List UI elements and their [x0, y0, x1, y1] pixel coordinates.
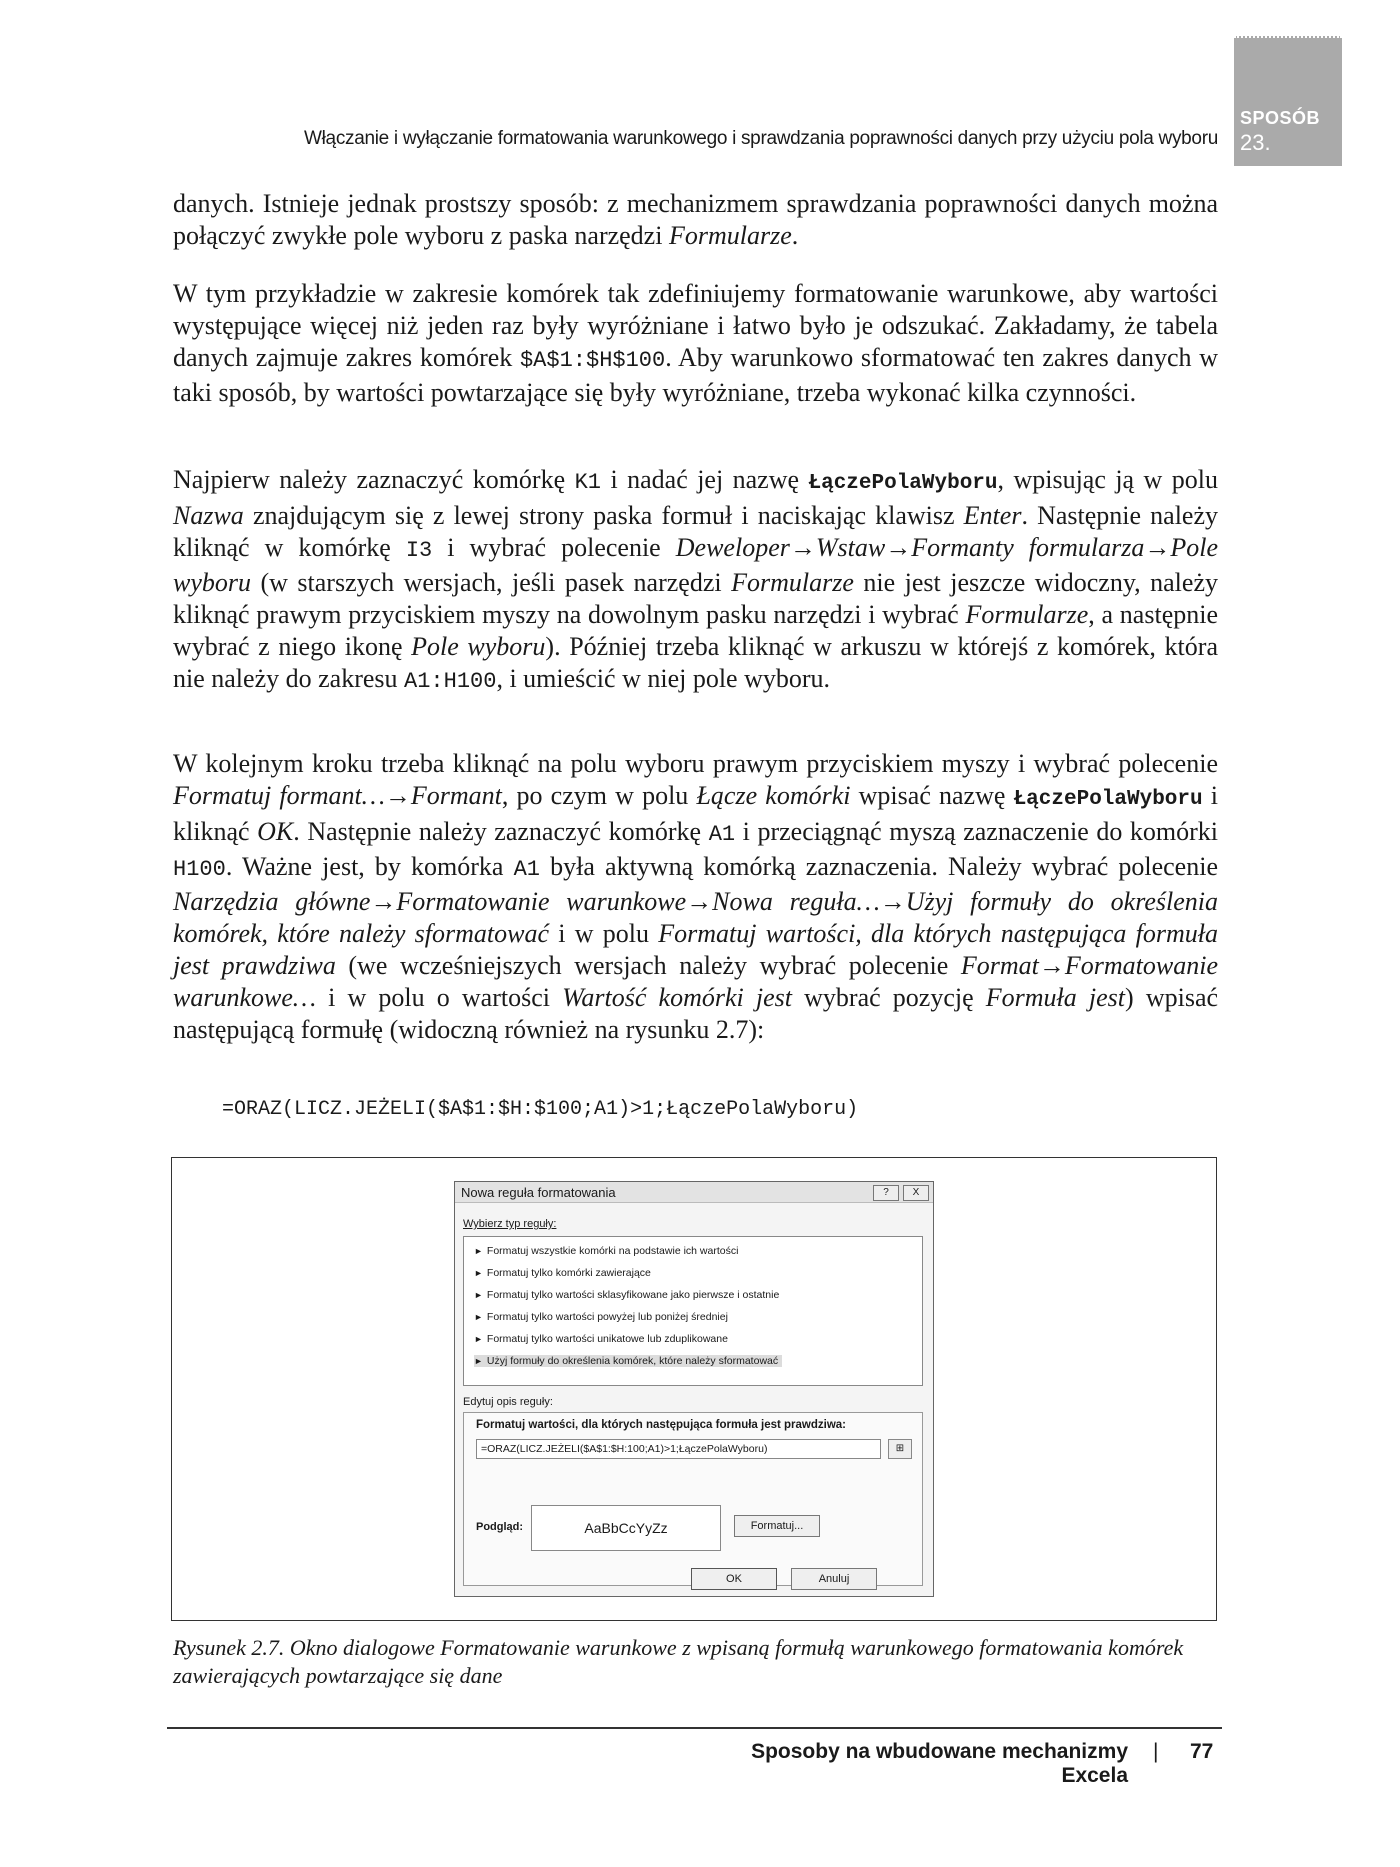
emphasis: Deweloper→Wstaw→Formanty formularza→Pole wyboru	[173, 533, 1218, 597]
footer-divider	[167, 1727, 1222, 1729]
code-name: ŁączePolaWyboru	[808, 472, 998, 495]
edit-description-box	[463, 1412, 923, 1586]
cancel-button[interactable]: Anuluj	[791, 1568, 877, 1590]
text: Najpierw należy zaznaczyć komórkę	[173, 465, 575, 494]
code: A1:H100	[404, 669, 497, 694]
rule-type-list[interactable]	[463, 1236, 923, 1386]
new-rule-dialog	[454, 1181, 934, 1597]
text: i wybrać polecenie	[432, 533, 676, 562]
text: (we wcześniejszych wersjach należy wybrać polecenie	[335, 951, 961, 980]
rule-type-label-text: Formatuj tylko wartości powyżej lub poniżej średniej	[486, 1311, 728, 1323]
rule-type-item[interactable]	[474, 1311, 728, 1323]
code-range: $A$1:$H$100	[519, 348, 666, 373]
triangle-icon: ►	[474, 1312, 483, 1322]
triangle-icon: ►	[474, 1246, 483, 1256]
text: .	[791, 221, 799, 250]
text: znajdującym się z lewej strony paska formuł i naciskając klawisz	[243, 501, 964, 530]
emphasis: Łącze komórki	[696, 781, 851, 810]
edit-description-label: Edytuj opis reguły:	[463, 1396, 553, 1408]
preview-sample: AaBbCcYyZz	[531, 1505, 721, 1551]
help-button[interactable]: ?	[873, 1185, 899, 1201]
figure-caption: Rysunek 2.7. Okno dialogowe Formatowanie warunkowe z wpisaną formułą warunkowego formatowania komórek zawierających powtarzające się dane	[173, 1635, 1184, 1688]
emphasis: Formatuj formant…→Formant	[173, 781, 502, 810]
rule-type-item[interactable]	[474, 1245, 738, 1257]
text: była aktywną komórką zaznaczenia. Należy wybrać polecenie	[540, 852, 1218, 881]
text: . Następnie należy zaznaczyć komórkę	[293, 817, 709, 846]
text: nie jest jeszcze widoczny, należy kliknąć prawym przyciskiem myszy na dowolnym pasku narzędzi i wybrać	[173, 568, 1218, 629]
text: . Następnie należy kliknąć w komórkę	[173, 501, 1219, 562]
format-values-label: Formatuj wartości, dla których następująca formuła jest prawdziwa:	[476, 1419, 847, 1431]
emphasis: Wartość komórki jest	[562, 983, 792, 1012]
chapter-tab	[1234, 36, 1342, 166]
preview-label: Podgląd:	[476, 1521, 524, 1533]
emphasis: Formuła jest	[985, 983, 1126, 1012]
emphasis: Formularze	[668, 221, 792, 250]
emphasis: OK	[257, 817, 294, 846]
triangle-icon: ►	[474, 1268, 483, 1278]
rule-type-label-text: Formatuj tylko komórki zawierające	[486, 1267, 651, 1279]
emphasis: Narzędzia główne→Formatowanie warunkowe→Nowa reguła…→Użyj formuły do określenia komórek, które należy sformatować	[173, 887, 1218, 948]
text: i w polu	[549, 919, 659, 948]
text: wpisać nazwę	[850, 781, 1014, 810]
page-number: 77	[1190, 1740, 1214, 1763]
rule-type-item[interactable]	[474, 1289, 779, 1301]
emphasis: Formularze	[731, 568, 854, 597]
code: I3	[405, 538, 433, 563]
text: W tym przykładzie w zakresie komórek tak zdefiniujemy formatowanie warunkowe, aby wartości występujące więcej niż jeden raz były wyróżniane i łatwo było je odszukać. Zakładamy, że tabela danych zajmuje zakres komórek	[173, 279, 1218, 372]
text: W kolejnym kroku trzeba kliknąć na polu wyboru prawym przyciskiem myszy i wybrać polecenie	[173, 749, 1218, 778]
rule-type-label-text: Formatuj tylko wartości sklasyfikowane jako pierwsze i ostatnie	[486, 1289, 780, 1301]
paragraph-2	[173, 278, 1218, 409]
rule-type-label-text: Użyj formuły do określenia komórek, które należy sformatować	[486, 1355, 779, 1367]
text: i przeciągnąć myszą zaznaczenie do komórki	[735, 817, 1219, 846]
emphasis: Formatuj wartości, dla których następująca formuła jest prawdziwa	[173, 919, 1218, 980]
text: ) wpisać następującą formułę (widoczną również na rysunku 2.7):	[173, 983, 1219, 1044]
emphasis: Enter	[963, 501, 1022, 530]
dialog-title: Nowa reguła formatowania	[461, 1185, 616, 1200]
ok-button[interactable]: OK	[691, 1568, 777, 1590]
triangle-icon: ►	[474, 1356, 483, 1366]
code: A1	[708, 822, 736, 847]
text: , wpisując ją w polu	[997, 465, 1218, 494]
text: . Aby warunkowo sformatować ten zakres danych w taki sposób, by wartości powtarzające się były wyróżniane, trzeba wykonać kilka czynności.	[173, 343, 1218, 407]
text: i w polu o wartości	[316, 983, 563, 1012]
close-button[interactable]: X	[903, 1185, 929, 1201]
chapter-tab-number: 23.	[1240, 130, 1271, 155]
dialog-titlebar	[455, 1182, 933, 1203]
text: (w starszych wersjach, jeśli pasek narzędzi	[251, 568, 732, 597]
paragraph-4	[173, 748, 1218, 1046]
emphasis: Pole wyboru	[411, 632, 546, 661]
rule-type-label-text: Formatuj wszystkie komórki na podstawie ich wartości	[486, 1245, 739, 1257]
rule-type-label: Wybierz typ reguły:	[463, 1218, 557, 1230]
code: A1	[513, 857, 541, 882]
rule-type-item-selected[interactable]	[474, 1355, 782, 1367]
footer-separator: |	[1153, 1740, 1159, 1763]
emphasis: Format→Formatowanie warunkowe…	[173, 951, 1218, 1012]
paragraph-1	[173, 188, 1218, 252]
collapse-dialog-icon: ⊞	[895, 1443, 905, 1454]
text: . Ważne jest, by komórka	[225, 852, 514, 881]
text: i kliknąć	[173, 781, 1218, 846]
running-header: Włączanie i wyłączanie formatowania warunkowego i sprawdzania poprawności danych przy użyciu pola wyboru	[304, 128, 1218, 149]
chapter-tab-label: SPOSÓB	[1240, 108, 1321, 128]
rule-type-label-text: Formatuj tylko wartości unikatowe lub zduplikowane	[486, 1333, 728, 1345]
emphasis: Nazwa	[173, 501, 244, 530]
text: ). Później trzeba kliknąć w arkuszu w którejś z komórek, która nie należy do zakresu	[173, 632, 1218, 693]
triangle-icon: ►	[474, 1290, 483, 1300]
text: , a następnie wybrać z niego ikonę	[173, 600, 1218, 661]
text: danych. Istnieje jednak prostszy sposób: z mechanizmem sprawdzania poprawności danych można połączyć zwykłe pole wyboru z paska narzędzi	[173, 189, 1218, 250]
code: H100	[173, 857, 226, 882]
paragraph-3	[173, 464, 1218, 698]
footer-title: Sposoby na wbudowane mechanizmy Excela	[751, 1740, 1128, 1787]
range-select-button[interactable]	[888, 1439, 912, 1459]
emphasis: Formularze	[965, 600, 1089, 629]
text: , po czym w polu	[501, 781, 697, 810]
code: K1	[574, 470, 601, 495]
text: wybrać pozycję	[792, 983, 986, 1012]
text: , i umieścić w niej pole wyboru.	[496, 664, 831, 693]
format-button[interactable]: Formatuj...	[734, 1515, 820, 1537]
rule-type-item[interactable]	[474, 1267, 651, 1279]
text: i nadać jej nazwę	[601, 465, 809, 494]
formula-input[interactable]: =ORAZ(LICZ.JEŻELI($A$1:$H:100;A1)>1;ŁączePolaWyboru)	[476, 1439, 881, 1459]
code-name: ŁączePolaWyboru	[1013, 788, 1203, 811]
rule-type-item[interactable]	[474, 1333, 728, 1345]
formula-code-line: =ORAZ(LICZ.JEŻELI($A$1:$H:$100;A1)>1;ŁączePolaWyboru)	[222, 1098, 859, 1121]
triangle-icon: ►	[474, 1334, 483, 1344]
